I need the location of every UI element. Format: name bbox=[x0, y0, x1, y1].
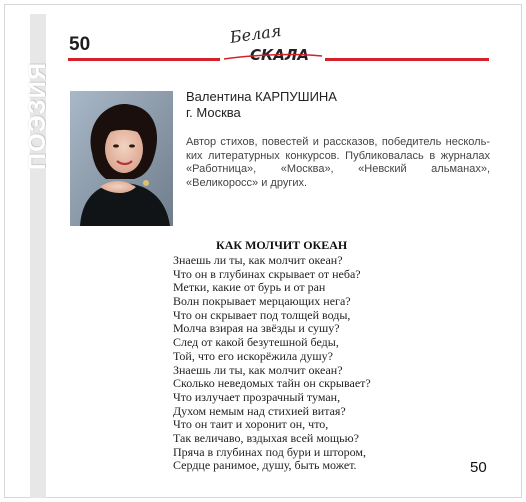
page-number-top: 50 bbox=[69, 34, 91, 55]
poem-line: Метки, какие от бурь и от ран bbox=[173, 280, 326, 295]
poem-line: Сердце ранимое, душу, быть может. bbox=[173, 458, 357, 473]
poem-line: Что он скрывает под толщей воды, bbox=[173, 307, 351, 322]
poem-line: Что он таит и хоронит он, что, bbox=[173, 417, 329, 432]
poem-title: КАК МОЛЧИТ ОКЕАН bbox=[216, 238, 348, 252]
author-city: г. Москва bbox=[186, 105, 241, 120]
page-number-bottom: 50 bbox=[470, 459, 487, 476]
poem-line: Волн покрывает мерцающих нега? bbox=[173, 294, 351, 309]
logo-swoosh-icon bbox=[222, 28, 324, 68]
poem-line: Сколько неведомых тайн он скрывает? bbox=[173, 376, 371, 391]
poem-line: Что излучает прозрачный туман, bbox=[173, 389, 341, 404]
magazine-logo bbox=[222, 20, 324, 68]
logo-line1: Белая bbox=[228, 20, 283, 47]
section-label-text: ПОЭЗИЯ bbox=[24, 61, 51, 171]
poem-line: Знаешь ли ты, как молчит океан? bbox=[173, 253, 343, 267]
poem-line: Пряча в глубинах под бури и штором, bbox=[173, 444, 366, 459]
section-label bbox=[18, 62, 58, 170]
poem-line: Так величаво, вздыхая всей мощью? bbox=[173, 430, 359, 445]
poem-line: Духом немым над стихией витая? bbox=[173, 403, 346, 418]
poem-line: Что он в глубинах скрывает от неба? bbox=[173, 266, 361, 281]
author-portrait-photo-icon bbox=[70, 91, 173, 226]
poem-line: След от какой безутешной беды, bbox=[173, 335, 339, 350]
header-rule-left bbox=[68, 58, 220, 61]
author-bio: Автор стихов, повестей и рассказов, победитель нескольких литературных конкурсов. Публиковалась в журналах «Работница», «Москва», «Невский альманах», «Великоросс» и других. bbox=[186, 136, 490, 189]
logo-line2: СКАЛА bbox=[250, 46, 309, 64]
author-name: Валентина КАРПУШИНА bbox=[186, 89, 337, 104]
header-rule-right bbox=[325, 58, 489, 61]
poem-line: Знаешь ли ты, как молчит океан? bbox=[173, 362, 343, 377]
poem-body bbox=[173, 254, 473, 473]
poem-line: Той, что его искорёжила душу? bbox=[173, 348, 333, 363]
poem-line: Молча взирая на звёзды и сушу? bbox=[173, 321, 340, 336]
author-photo bbox=[70, 91, 173, 226]
